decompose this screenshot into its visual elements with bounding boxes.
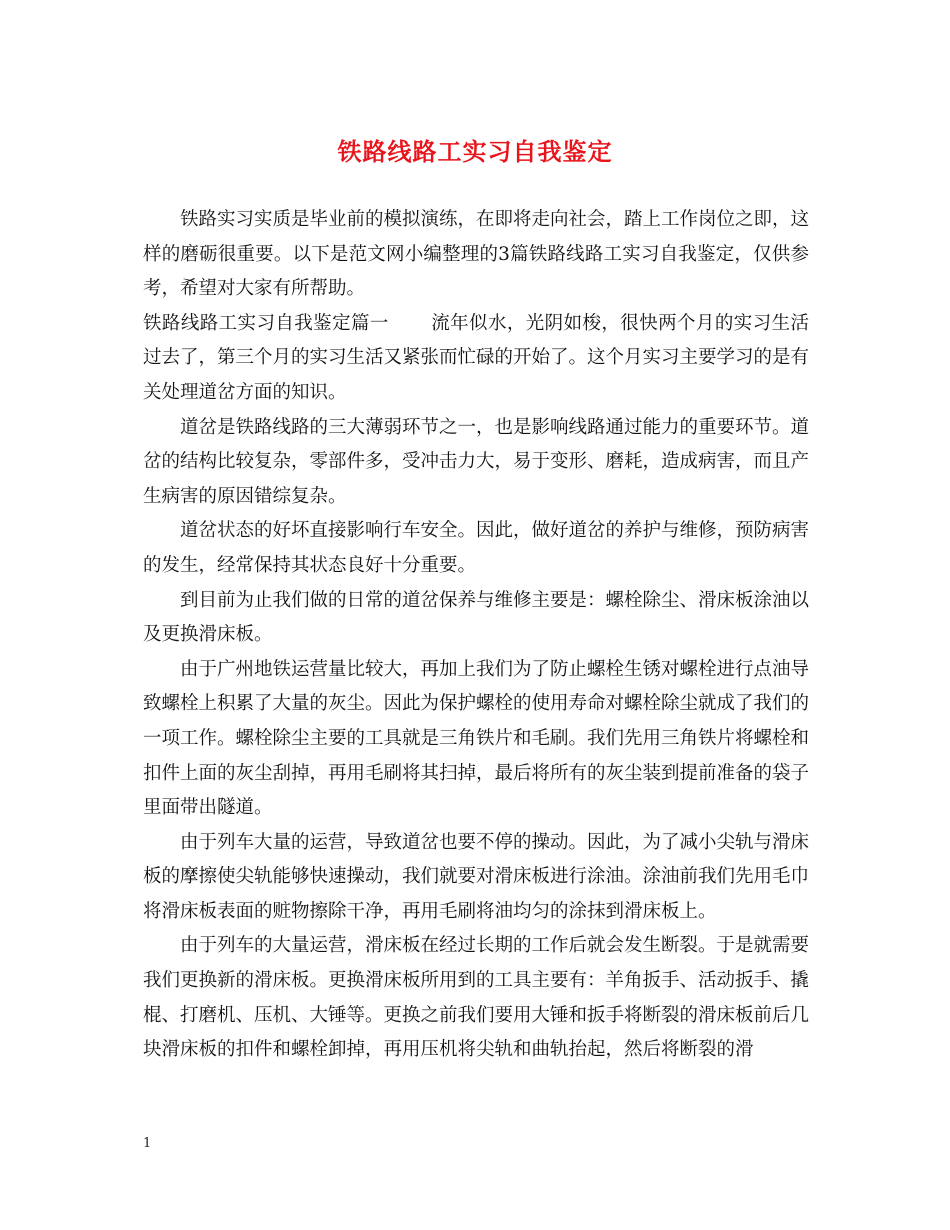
document-body	[143, 203, 809, 1068]
body-paragraph: 由于列车的大量运营，滑床板在经过长期的工作后就会发生断裂。于是就需要我们更换新的滑床板。更换滑床板所用到的工具主要有：羊角扳手、活动扳手、撬棍、打磨机、压机、大锤等。更换之前我们要用大锤和扳手将断裂的滑床板前后几块滑床板的扣件和螺栓卸掉，再用压机将尖轨和曲轨抬起，然后将断裂的滑	[143, 935, 810, 1061]
section-heading: 铁路线路工实习自我鉴定篇一	[143, 312, 389, 334]
body-paragraph: 由于列车大量的运营，导致道岔也要不停的操动。因此，为了减小尖轨与滑床板的摩擦使尖轨能够快速操动，我们就要对滑床板进行涂油。涂油前我们先用毛巾将滑床板表面的赃物擦除干净，再用毛刷将油均匀的涂抹到滑床板上。	[143, 831, 810, 922]
body-paragraph: 到目前为止我们做的日常的道岔保养与维修主要是：螺栓除尘、滑床板涂油以及更换滑床板。	[143, 589, 810, 646]
intro-paragraph: 铁路实习实质是毕业前的模拟演练，在即将走向社会，踏上工作岗位之即，这样的磨砺很重要。以下是范文网小编整理的3篇铁路线路工实习自我鉴定，仅供参考，希望对大家有所帮助。	[143, 209, 810, 300]
body-paragraph: 由于广州地铁运营量比较大，再加上我们为了防止螺栓生锈对螺栓进行点油导致螺栓上积累了大量的灰尘。因此为保护螺栓的使用寿命对螺栓除尘就成了我们的一项工作。螺栓除尘主要的工具就是三角铁片和毛刷。我们先用三角铁片将螺栓和扣件上面的灰尘刮掉，再用毛刷将其扫掉，最后将所有的灰尘装到提前准备的袋子里面带出隧道。	[143, 658, 810, 819]
page-number: 1	[143, 1136, 152, 1151]
document-title: 铁路线路工实习自我鉴定	[337, 137, 613, 166]
body-paragraph: 道岔是铁路线路的三大薄弱环节之一，也是影响线路通过能力的重要环节。道岔的结构比较复杂，零部件多，受冲击力大，易于变形、磨耗，造成病害，而且产生病害的原因错综复杂。	[143, 416, 810, 507]
section-paragraph	[143, 307, 809, 411]
section-first-paragraph: 流年似水，光阴如梭，很快两个月的实习生活过去了，第三个月的实习生活又紧张而忙碌的开始了。这个月实习主要学习的是有关处理道岔方面的知识。	[143, 312, 810, 403]
body-paragraph: 道岔状态的好坏直接影响行车安全。因此，做好道岔的养护与维修，预防病害的发生，经常保持其状态良好十分重要。	[143, 520, 810, 576]
